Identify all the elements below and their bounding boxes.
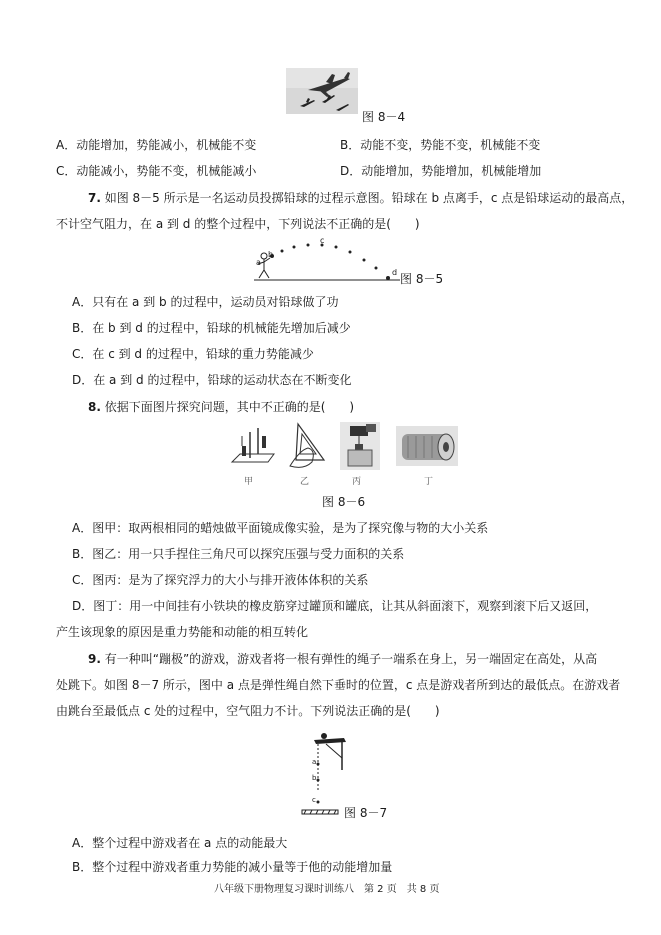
fig85-label-c: c xyxy=(320,236,325,245)
q7-stem-line1 xyxy=(88,190,633,206)
q9-stem-text: 有一种叫“蹦极”的游戏，游戏者将一根有弹性的绳子一端系在身上，另一端固定在高处，从高 xyxy=(100,652,598,666)
fig85-label-a: a xyxy=(256,258,261,267)
figure-8-6-label-bing: 丙 xyxy=(352,477,362,487)
q6-option-b: B．动能不变，势能不变，机械能不变 xyxy=(340,138,541,152)
figure-8-6-yi-image xyxy=(286,420,332,472)
figure-8-6-ding-image xyxy=(396,426,458,466)
q7-option-a: A．只有在 a 到 b 的过程中，运动员对铅球做了功 xyxy=(72,295,339,309)
q9-stem-line2: 处跳下。如图 8－7 所示，图中 a 点是弹性绳自然下垂时的位置，c 点是游戏者所到达的最低点。在游戏者 xyxy=(56,678,621,692)
figure-8-6-caption: 图 8－6 xyxy=(322,495,366,509)
q7-option-b: B．在 b 到 d 的过程中，铅球的机械能先增加后减少 xyxy=(72,321,351,335)
q6-option-a: A．动能增加，势能减小，机械能不变 xyxy=(56,138,257,152)
figure-8-6-label-jia: 甲 xyxy=(244,477,254,487)
figure-8-4-caption: 图 8－4 xyxy=(362,110,406,124)
fig85-label-d: d xyxy=(392,268,398,277)
figure-8-6-jia-image xyxy=(228,422,276,470)
page-footer: 八年级下册物理复习课时训练八 第 2 页 共 8 页 xyxy=(214,884,440,895)
q8-option-d-continued: 产生该现象的原因是重力势能和动能的相互转化 xyxy=(56,625,309,639)
q7-stem-text: 如图 8－5 所示是一名运动员投掷铅球的过程示意图。铅球在 b 点离手，c 点是铅球运动的最高点， xyxy=(100,191,634,205)
fig85-label-b: b xyxy=(268,250,274,259)
figure-8-7-caption: 图 8－7 xyxy=(344,806,388,820)
q7-number: 7. xyxy=(88,191,101,205)
q7-stem-line2: 不计空气阻力，在 a 到 d 的整个过程中，下列说法不正确的是( ) xyxy=(56,217,420,231)
figure-8-6-label-yi: 乙 xyxy=(300,477,310,487)
figure-8-6-label-ding: 丁 xyxy=(424,477,434,487)
q6-option-c: C．动能减小，势能不变，机械能减小 xyxy=(56,164,257,178)
figure-8-5-diagram xyxy=(250,240,410,284)
q9-stem-line3: 由跳台至最低点 c 处的过程中，空气阻力不计。下列说法正确的是( ) xyxy=(56,704,440,718)
q8-number: 8. xyxy=(88,400,101,414)
fig87-label-a: a xyxy=(312,758,317,766)
q8-option-b: B．图乙：用一只手捏住三角尺可以探究压强与受力面积的关系 xyxy=(72,547,405,561)
q7-option-c: C．在 c 到 d 的过程中，铅球的重力势能减少 xyxy=(72,347,314,361)
figure-8-5-caption: 图 8－5 xyxy=(400,272,444,286)
q7-option-d: D．在 a 到 d 的过程中，铅球的运动状态在不断变化 xyxy=(72,373,352,387)
fig87-label-c: c xyxy=(312,796,316,804)
fig87-label-b: b xyxy=(312,774,317,782)
q9-number: 9. xyxy=(88,652,101,666)
q9-option-a: A．整个过程中游戏者在 a 点的动能最大 xyxy=(72,836,288,850)
figure-8-6-bing-image xyxy=(340,422,380,470)
q8-stem-text: 依据下面图片探究问题，其中不正确的是( ) xyxy=(100,400,355,414)
q8-option-a: A．图甲：取两根相同的蜡烛做平面镜成像实验，是为了探究像与物的大小关系 xyxy=(72,521,489,535)
q9-option-b: B．整个过程中游戏者重力势能的减小量等于他的动能增加量 xyxy=(72,860,393,874)
figure-8-4-image xyxy=(286,68,358,114)
q8-stem xyxy=(88,399,354,415)
q8-option-d: D．图丁：用一中间挂有小铁块的橡皮筋穿过罐顶和罐底，让其从斜面滚下，观察到滚下后又返回， xyxy=(72,599,598,613)
q6-option-d: D．动能增加，势能增加，机械能增加 xyxy=(340,164,542,178)
q8-option-c: C．图丙：是为了探究浮力的大小与排开液体体积的关系 xyxy=(72,573,369,587)
q9-stem-line1 xyxy=(88,651,597,667)
